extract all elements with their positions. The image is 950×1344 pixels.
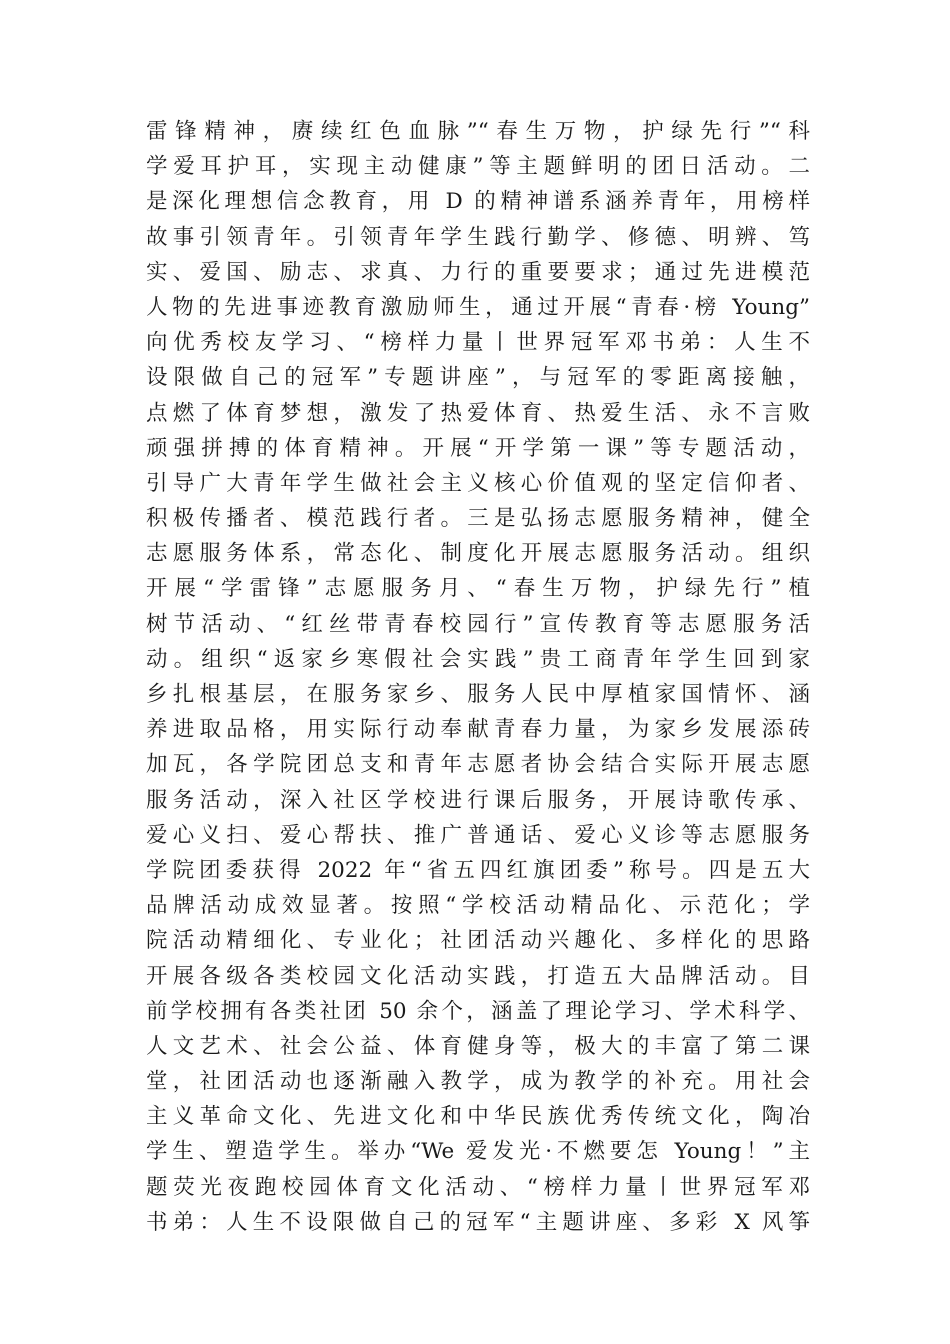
text-line: 院活动精细化、专业化；社团活动兴趣化、多样化的思路 bbox=[146, 928, 810, 954]
text-line: 设限做自己的冠军”专题讲座”，与冠军的零距离接触， bbox=[146, 365, 810, 391]
text-line: 书弟：人生不设限做自己的冠军“主题讲座、多彩 X 风筝 bbox=[146, 1209, 810, 1235]
text-line: 动。组织“返家乡寒假社会实践”贵工商青年学生回到家 bbox=[146, 646, 810, 672]
text-line: 点燃了体育梦想，激发了热爱体育、热爱生活、永不言败 bbox=[146, 400, 810, 426]
text-line: 人物的先进事迹教育激励师生，通过开展“青春·榜 Young” bbox=[146, 294, 810, 320]
text-line: 品牌活动成效显著。按照“学校活动精品化、示范化；学 bbox=[146, 893, 810, 919]
text-line: 人文艺术、社会公益、体育健身等，极大的丰富了第二课 bbox=[146, 1033, 810, 1059]
text-line: 雷锋精神，赓续红色血脉”“春生万物，护绿先行”“科 bbox=[146, 119, 810, 144]
text-line: 开展各级各类校园文化活动实践，打造五大品牌活动。目 bbox=[146, 963, 810, 989]
text-line: 树节活动、“红丝带青春校园行”宣传教育等志愿服务活 bbox=[146, 611, 810, 637]
text-line: 爱心义扫、爱心帮扶、推广普通话、爱心义诊等志愿服务 bbox=[146, 822, 810, 848]
text-line: 顽强拼搏的体育精神。开展“开学第一课”等专题活动， bbox=[146, 435, 810, 461]
body-paragraph bbox=[146, 114, 810, 1240]
text-line: 故事引领青年。引领青年学生践行勤学、修德、明辨、笃 bbox=[146, 224, 810, 250]
text-line: 题荧光夜跑校园体育文化活动、“榜样力量丨世界冠军邓 bbox=[146, 1174, 810, 1200]
text-line: 是深化理想信念教育，用 D 的精神谱系涵养青年，用榜样 bbox=[146, 189, 810, 215]
text-line: 学生、塑造学生。举办“We 爱发光·不燃要怎 Young！”主 bbox=[146, 1139, 810, 1165]
text-line: 开展“学雷锋”志愿服务月、“春生万物，护绿先行”植 bbox=[146, 576, 810, 602]
text-line: 前学校拥有各类社团 50 余个，涵盖了理论学习、学术科学、 bbox=[146, 998, 810, 1024]
text-line: 堂，社团活动也逐渐融入教学，成为教学的补充。用社会 bbox=[146, 1069, 810, 1095]
text-line: 引导广大青年学生做社会主义核心价值观的坚定信仰者、 bbox=[146, 470, 810, 496]
text-line: 乡扎根基层，在服务家乡、服务人民中厚植家国情怀、涵 bbox=[146, 682, 810, 707]
text-line: 服务活动，深入社区学校进行课后服务，开展诗歌传承、 bbox=[146, 787, 810, 813]
text-line: 实、爱国、励志、求真、力行的重要要求；通过先进模范 bbox=[146, 259, 810, 285]
text-line: 向优秀校友学习、“榜样力量丨世界冠军邓书弟：人生不 bbox=[146, 330, 810, 356]
text-line: 学爱耳护耳，实现主动健康”等主题鲜明的团日活动。二 bbox=[146, 154, 810, 180]
text-line: 学院团委获得 2022 年“省五四红旗团委”称号。四是五大 bbox=[146, 857, 810, 883]
text-line: 主义革命文化、先进文化和中华民族优秀传统文化，陶冶 bbox=[146, 1104, 810, 1130]
text-line: 养进取品格，用实际行动奉献青春力量，为家乡发展添砖 bbox=[146, 717, 810, 743]
text-line: 志愿服务体系，常态化、制度化开展志愿服务活动。组织 bbox=[146, 541, 810, 567]
text-line: 积极传播者、模范践行者。三是弘扬志愿服务精神，健全 bbox=[146, 506, 810, 532]
text-line: 加瓦，各学院团总支和青年志愿者协会结合实际开展志愿 bbox=[146, 752, 810, 778]
